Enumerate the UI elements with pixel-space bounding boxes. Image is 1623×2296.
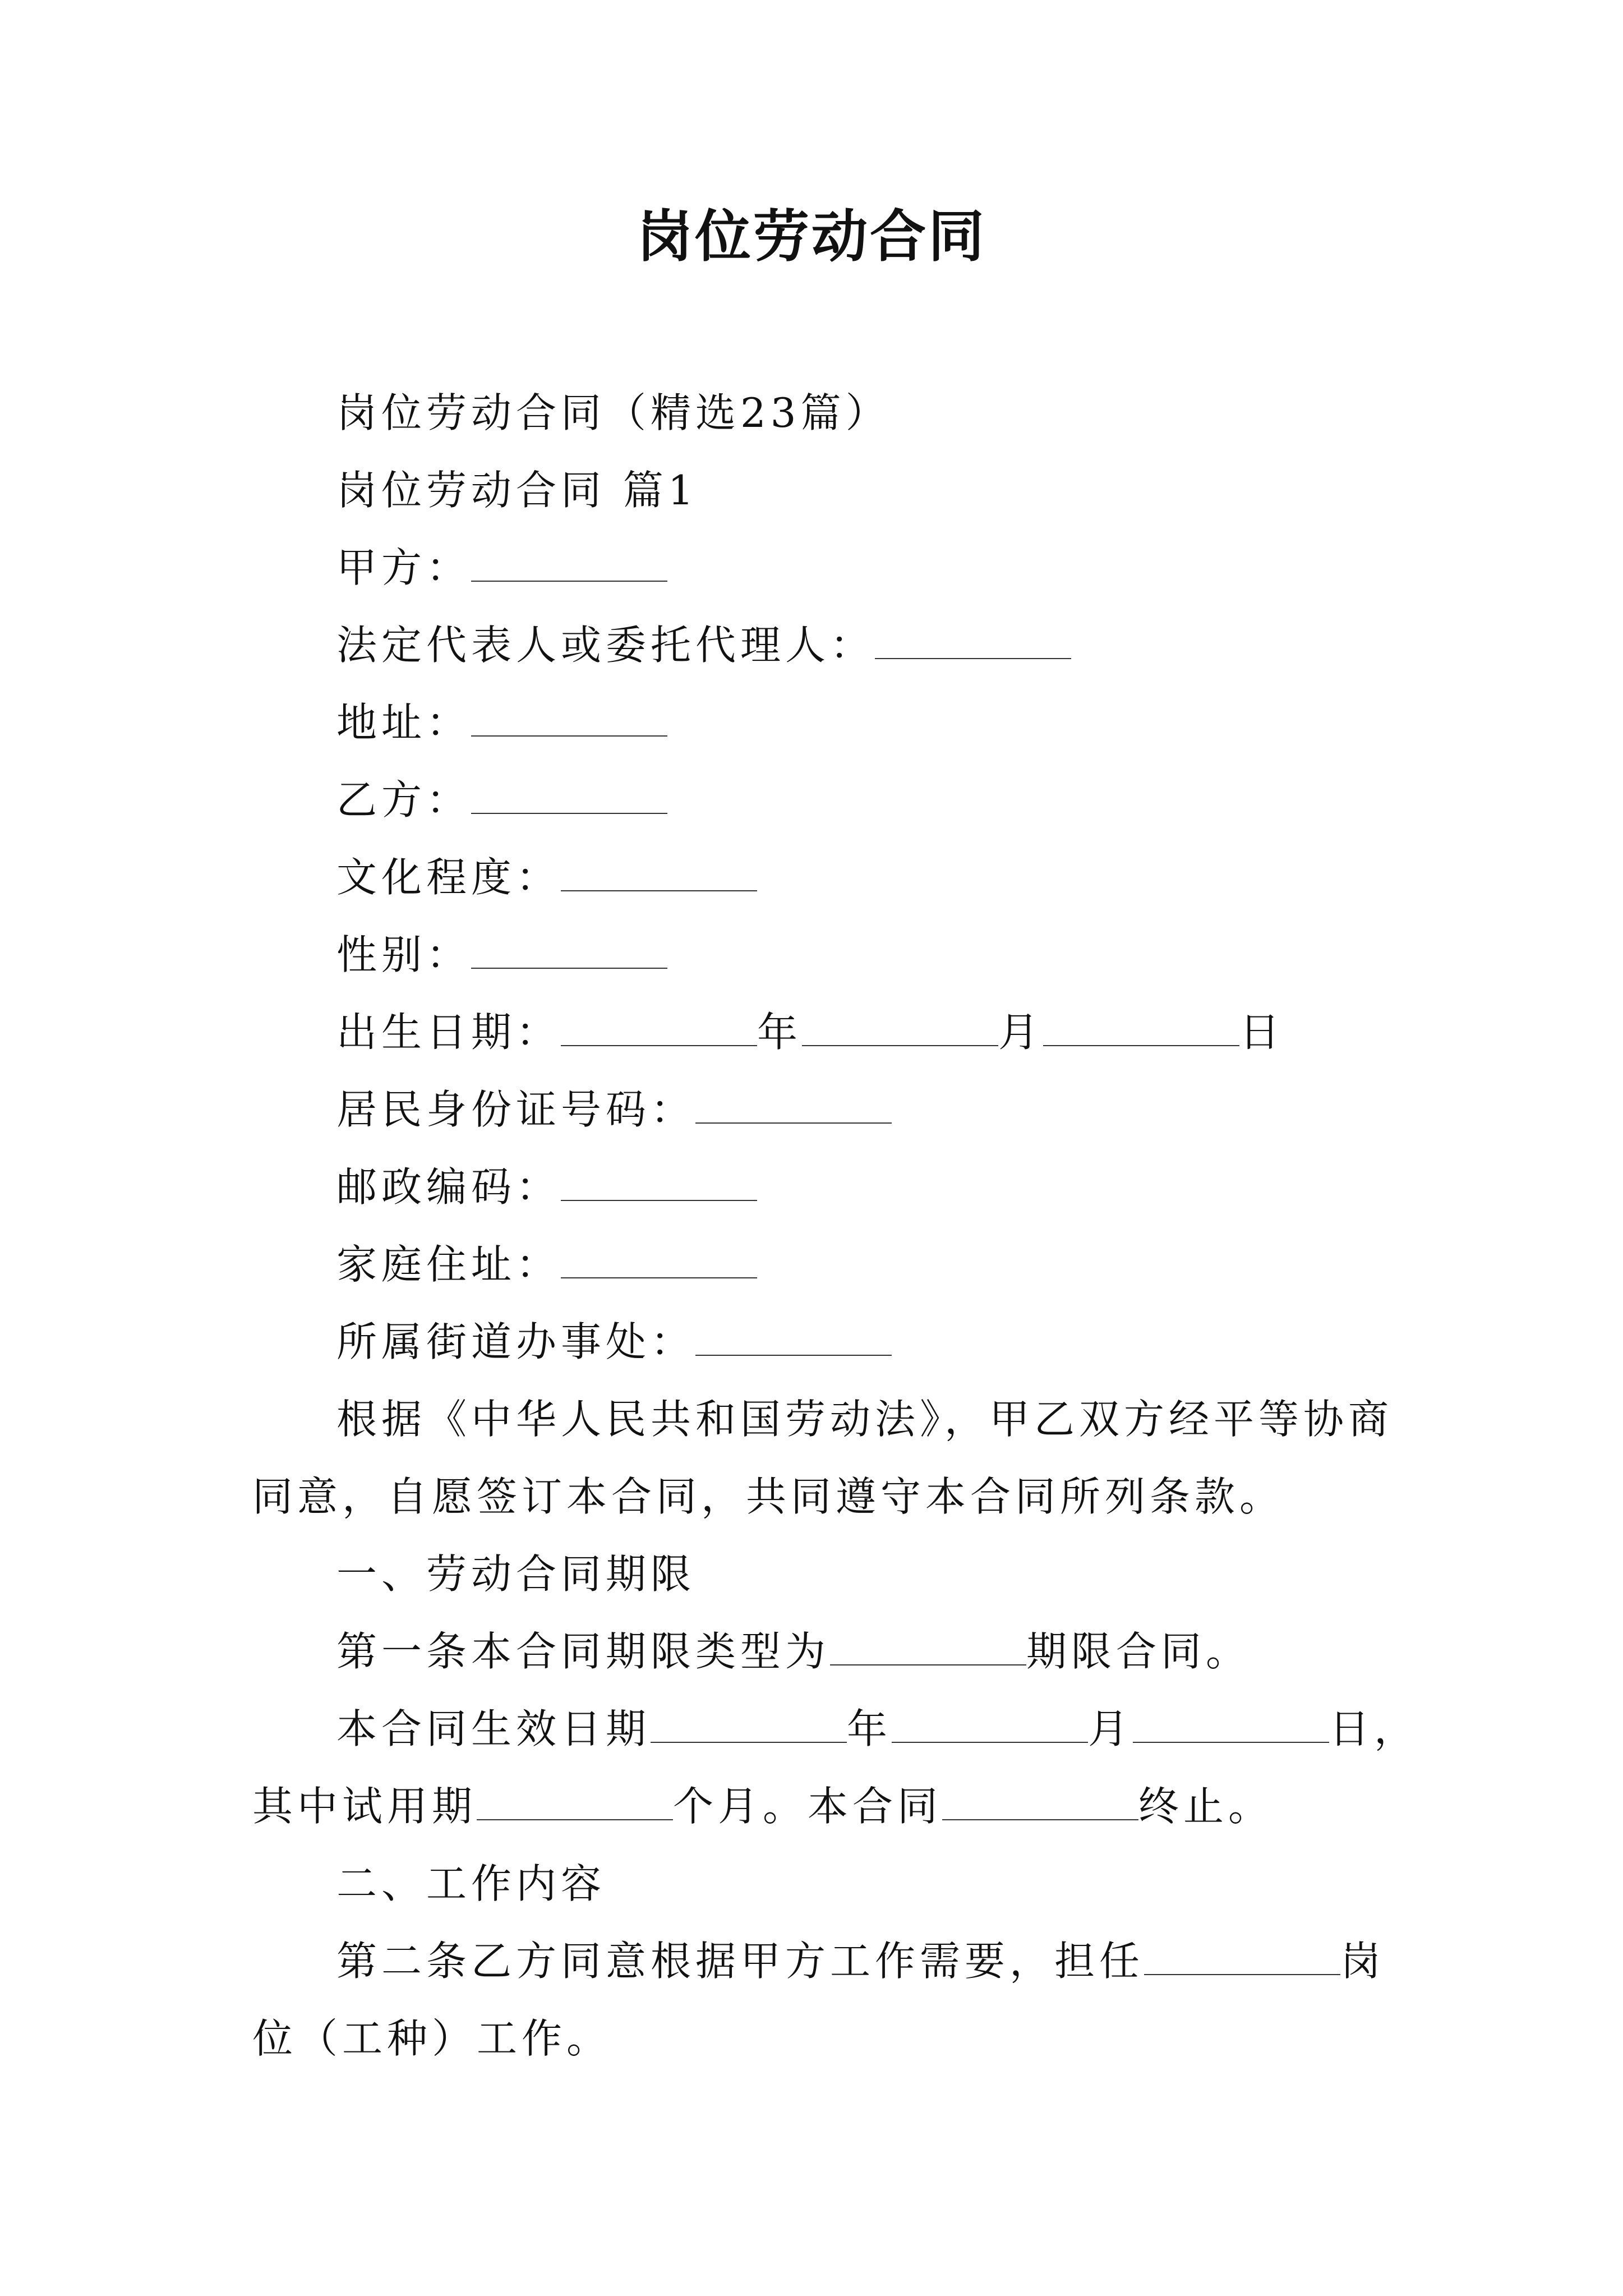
section-heading-term: 一、劳动合同期限 (336, 1550, 696, 1598)
document-title: 岗位劳动合同 (637, 204, 986, 269)
address-field: 地址： (252, 684, 1374, 761)
sub-district-office-blank (695, 1314, 892, 1356)
id-number-blank (695, 1082, 892, 1124)
birth-month-blank (802, 1005, 998, 1046)
contract-collection-title: 岗位劳动合同（精选23篇） (336, 389, 891, 436)
postal-code-field: 邮政编码： (252, 1148, 1374, 1226)
contract-type-blank (830, 1624, 1026, 1665)
birth-day-blank (1043, 1005, 1239, 1046)
article-2-line1: 第二条乙方同意根据甲方工作需要，担任 岗 (252, 1922, 1374, 2000)
party-b-field: 乙方： (252, 761, 1374, 839)
effective-date-line1: 本合同生效日期 年 月 日， (252, 1690, 1374, 1768)
sub-district-office-field: 所属街道办事处： (252, 1303, 1374, 1381)
document-body (252, 374, 1419, 2077)
home-address-field: 家庭住址： (252, 1226, 1374, 1303)
birth-year-blank (561, 1005, 757, 1046)
article-1-text: 第一条本合同期限类型为 期限合同。 (252, 1613, 1374, 1690)
home-address-blank (561, 1237, 757, 1278)
address-blank (471, 695, 667, 737)
education-blank (561, 850, 757, 891)
contract-article-heading: 岗位劳动合同 篇1 (336, 467, 698, 514)
effective-day-blank (1133, 1701, 1329, 1743)
preamble-paragraph-line1: 根据《中华人民共和国劳动法》，甲乙双方经平等协商 (336, 1396, 1394, 1443)
party-b-blank (471, 772, 667, 814)
effective-year-blank (651, 1701, 847, 1743)
party-a-field: 甲方： (252, 529, 1374, 606)
probation-months-blank (477, 1779, 673, 1820)
legal-representative-field: 法定代表人或委托代理人： (252, 606, 1374, 684)
education-field: 文化程度： (252, 839, 1374, 916)
effective-date-line2: 其中试用期 个月。本合同 终止。 (252, 1768, 1374, 1845)
preamble-paragraph-line2: 同意，自愿签订本合同，共同遵守本合同所列条款。 (252, 1473, 1285, 1520)
id-number-field: 居民身份证号码： (252, 1071, 1374, 1148)
party-a-blank (471, 540, 667, 582)
position-blank (1144, 1934, 1340, 1975)
termination-blank (942, 1779, 1138, 1820)
postal-code-blank (561, 1159, 757, 1201)
article-2-line2: 位（工种）工作。 (252, 2015, 612, 2062)
section-heading-work-content: 二、工作内容 (336, 1860, 606, 1907)
effective-month-blank (892, 1701, 1088, 1743)
legal-representative-blank (875, 618, 1071, 659)
birth-date-field: 出生日期： 年 月 日 (252, 993, 1374, 1071)
gender-field: 性别： (252, 916, 1374, 993)
gender-blank (471, 927, 667, 969)
